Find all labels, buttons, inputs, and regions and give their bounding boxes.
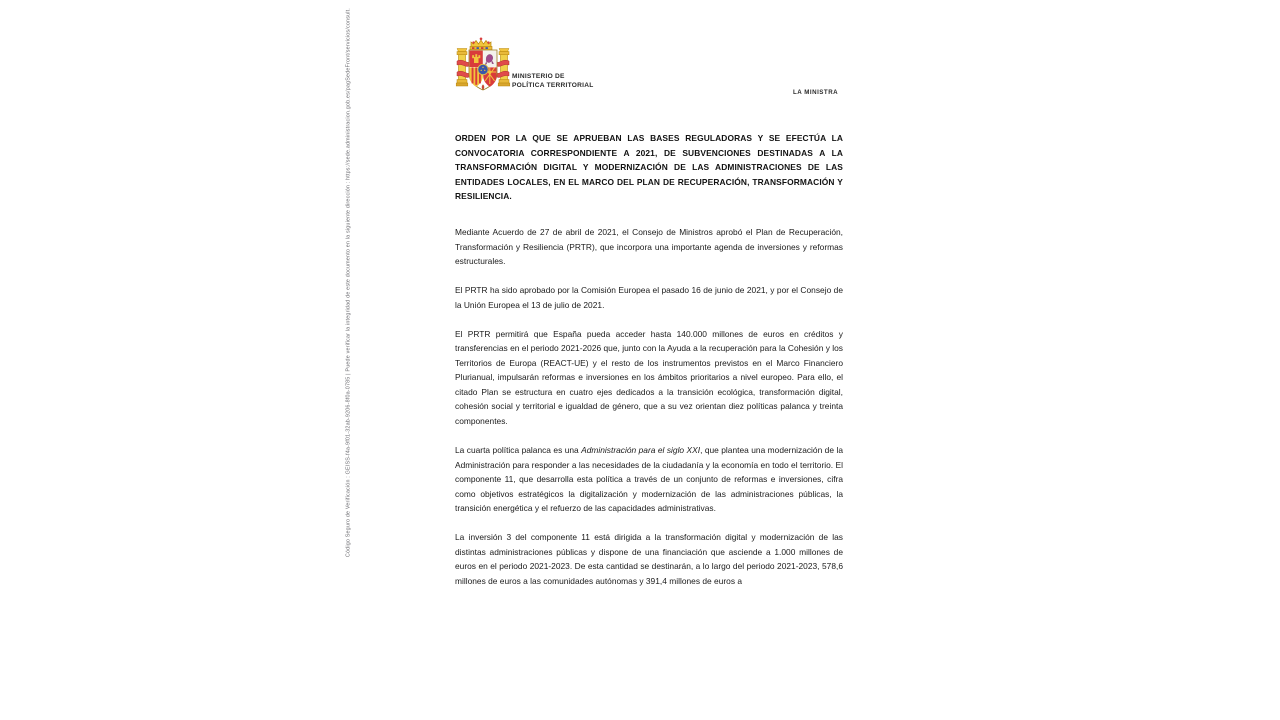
document-sheet bbox=[366, 0, 1280, 720]
ministry-line-1: MINISTERIO DE bbox=[512, 73, 565, 80]
paragraph-4-before: La cuarta política palanca es una bbox=[455, 445, 582, 456]
ministry-line-2: POLÍTICA TERRITORIAL bbox=[512, 82, 594, 90]
document-title: ORDEN POR LA QUE SE APRUEBAN LAS BASES REGULADORAS Y SE EFECTÚA LA CONVOCATORIA CORRESPONDIENTE A 2021, DE SUBVENCIONES DESTINADAS A LA TRANSFORMACIÓN DIGITAL Y MODERNIZACIÓN DE LAS ADMINISTRACIONES DE LAS ENTIDADES LOCALES, EN EL MARCO DEL PLAN DE RECUPERACIÓN, TRANSFORMACIÓN Y RESILIENCIA. bbox=[455, 133, 843, 202]
document-body bbox=[455, 131, 843, 588]
paragraph-2: El PRTR ha sido aprobado por la Comisión Europea el pasado 16 de junio de 2021, y por el Consejo de la Unión Europea el 13 de julio de 2021. bbox=[455, 285, 843, 310]
paragraph-4-after: , que plantea una modernización de la Administración para responder a las necesidades de la ciudadanía y la economía en todo el territorio. El componente 11, que desarrolla esta política a través de un conjunto de reformas e inversiones, cifra como objetivos estratégicos la digitalización y modernización de las administraciones públicas, la transición energética y el refuerzo de las capacidades administrativas. bbox=[455, 445, 843, 514]
paragraph-1: Mediante Acuerdo de 27 de abril de 2021, el Consejo de Ministros aprobó el Plan de Recuperación, Transformación y Resiliencia (PRTR), que incorpora una importante agenda de inversiones y reformas estructurales. bbox=[455, 226, 843, 267]
csv-verification-text: Código Seguro de Verificación : GEISS-f4a-9f01-32ab-9206-8f0a-0785 | Puede verificar la integridad de este documento en la siguiente dirección : https://sede.administracion.gob.es/pagSedeFront/servicios/consult. bbox=[345, 8, 352, 558]
document-header bbox=[455, 34, 935, 96]
paragraph-4 bbox=[455, 443, 843, 516]
paragraph-4-italic-phrase: Administración para el siglo XXI bbox=[581, 445, 701, 456]
csv-verification-strip bbox=[338, 0, 360, 720]
coat-of-arms-icon bbox=[455, 34, 511, 96]
ministry-name bbox=[512, 72, 594, 91]
signatory-label: LA MINISTRA bbox=[793, 89, 839, 96]
paragraph-3: El PRTR permitirá que España pueda acceder hasta 140.000 millones de euros en créditos y transferencias en el periodo 2021-2026 que, junto con la Ayuda a la recuperación para la Cohesión y los Territorios de Europa (REACT-UE) y el resto de los instrumentos previstos en el Marco Financiero Plurianual, impulsarán reformas e inversiones en los ámbitos prioritarios a nivel europeo. Para ello, el citado Plan se estructura en cuatro ejes dedicados a la transición ecológica, transformación digital, cohesión social y territorial e igualdad de género, que a su vez orientan diez políticas palanca y treinta componentes. bbox=[455, 328, 843, 426]
paragraph-5: La inversión 3 del componente 11 está dirigida a la transformación digital y modernización de las distintas administraciones públicas y dispone de una financiación que asciende a 1.000 millones de euros en el periodo 2021-2023. De esta cantidad se destinarán, a lo largo del periodo 2021-2023, 578,6 millones de euros a las comunidades autónomas y 391,4 millones de euros a bbox=[455, 532, 843, 586]
